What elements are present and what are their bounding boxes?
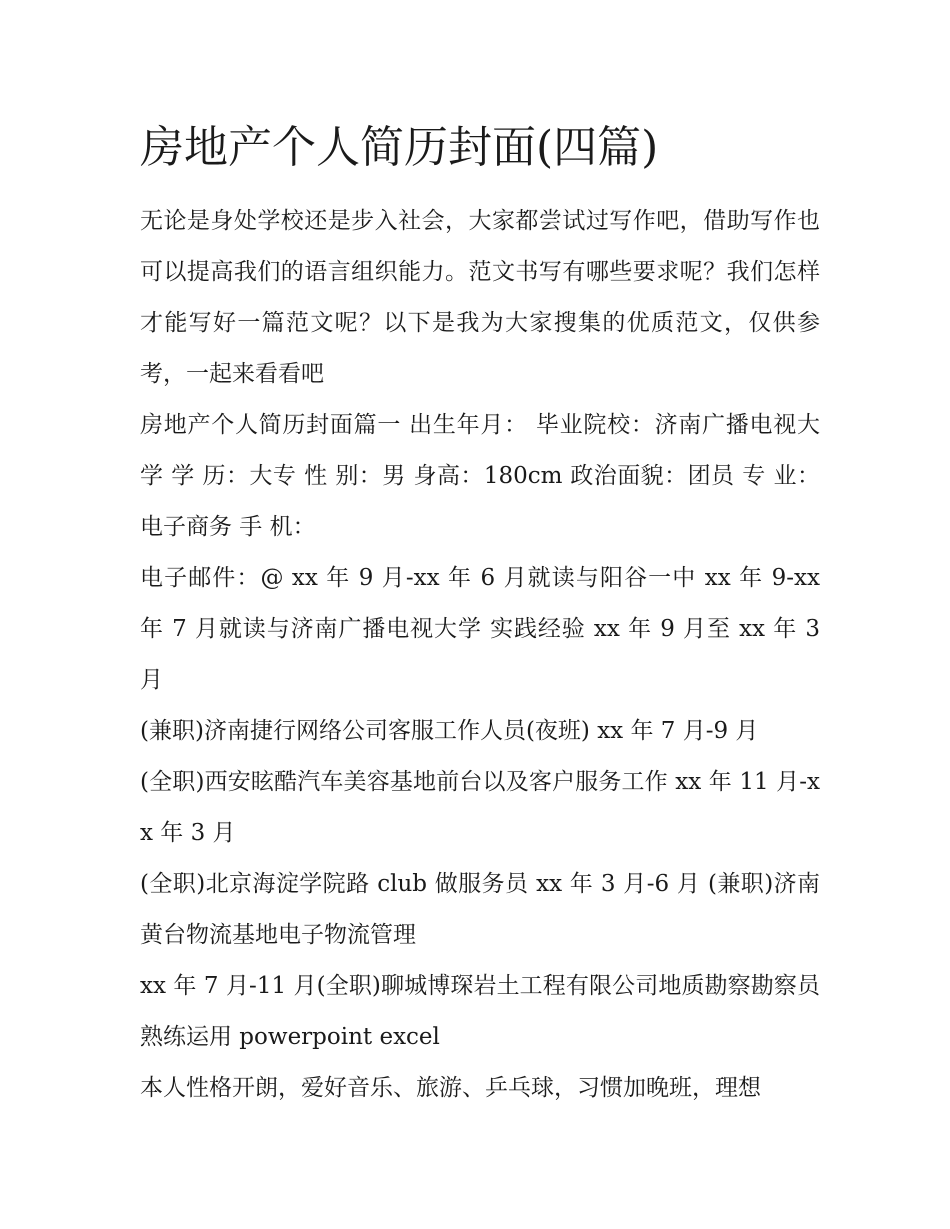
document-body bbox=[140, 196, 820, 1114]
education-paragraph: 电子邮件：@ xx 年 9 月-xx 年 6 月就读与阳谷一中 xx 年 9-xx 年 7 月就读与济南广播电视大学 实践经验 xx 年 9 月至 xx 年 3 月 bbox=[140, 565, 820, 693]
personality-paragraph: 本人性格开朗，爱好音乐、旅游、乒乓球，习惯加晚班，理想 bbox=[140, 1075, 761, 1101]
document-title: 房地产个人简历封面(四篇) bbox=[140, 122, 659, 173]
experience-paragraph-3: (全职)北京海淀学院路 club 做服务员 xx 年 3 月-6 月 (兼职)济南黄台物流基地电子物流管理 bbox=[140, 871, 820, 948]
resume-basic-info-paragraph: 房地产个人简历封面篇一 出生年月： 毕业院校：济南广播电视大学 学 历：大专 性 别：男 身高：180cm 政治面貌：团员 专 业：电子商务 手 机： bbox=[140, 412, 820, 540]
experience-paragraph-1: (兼职)济南捷行网络公司客服工作人员(夜班) xx 年 7 月-9 月 bbox=[140, 718, 759, 744]
document-page bbox=[140, 112, 820, 1114]
experience-paragraph-4: xx 年 7 月-11 月(全职)聊城博琛岩土工程有限公司地质勘察勘察员 熟练运用 powerpoint excel bbox=[140, 973, 820, 1050]
experience-paragraph-2: (全职)西安眩酷汽车美容基地前台以及客户服务工作 xx 年 11 月-xx 年 3 月 bbox=[140, 769, 820, 846]
intro-paragraph: 无论是身处学校还是步入社会，大家都尝试过写作吧，借助写作也可以提高我们的语言组织能力。范文书写有哪些要求呢？我们怎样才能写好一篇范文呢？以下是我为大家搜集的优质范文，仅供参考，一起来看看吧 bbox=[140, 208, 820, 387]
